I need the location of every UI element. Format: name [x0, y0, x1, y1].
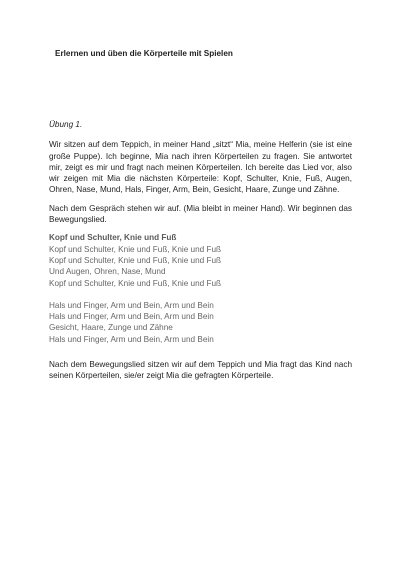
song-line: Hals und Finger, Arm und Bein, Arm und Bein — [49, 312, 214, 322]
song-line: Und Augen, Ohren, Nase, Mund — [49, 267, 166, 277]
intro-paragraph: Wir sitzen auf dem Teppich, in meiner Hand „sitzt“ Mia, meine Helferin (sie ist eine große Puppe). Ich beginne, Mia nach ihren Körperteilen zu fragen. Sie antwortet mir, zeigt es mir und fragt nach meinen Körperteilen. Ich bereite das Lied vor, also wir zeigen mit Mia die nächsten Körperteile: Kopf, Schulter, Knie, Fuß, Augen, Ohren, Nase, Mund, Hals, Finger, Arm, Bein, Gesicht, Haare, Zunge und Zähne. — [49, 140, 352, 195]
document-body — [49, 119, 352, 389]
song-line: Gesicht, Haare, Zunge und Zähne — [49, 323, 173, 333]
document-title: Erlernen und üben die Körperteile mit Spielen — [55, 49, 233, 58]
song-line: Kopf und Schulter, Knie und Fuß, Knie und Fuß — [49, 255, 222, 265]
song-line: Hals und Finger, Arm und Bein, Arm und Bein — [49, 334, 214, 344]
closing-paragraph: Nach dem Bewegungslied sitzen wir auf dem Teppich und Mia fragt das Kind nach seinen Körperteilen, sie/er zeigt Mia die gefragten Körperteile. — [49, 360, 352, 381]
stanza-gap — [49, 289, 352, 300]
transition-paragraph: Nach dem Gespräch stehen wir auf. (Mia bleibt in meiner Hand). Wir beginnen das Bewegungslied. — [49, 203, 352, 225]
song-title: Kopf und Schulter, Knie und Fuß — [49, 233, 177, 243]
song-lyrics — [49, 232, 352, 345]
exercise-heading: Übung 1. — [49, 120, 83, 129]
song-line: Kopf und Schulter, Knie und Fuß, Knie und Fuß — [49, 278, 222, 288]
song-line: Hals und Finger, Arm und Bein, Arm und Bein — [49, 300, 214, 310]
song-line: Kopf und Schulter, Knie und Fuß, Knie und Fuß — [49, 244, 222, 254]
